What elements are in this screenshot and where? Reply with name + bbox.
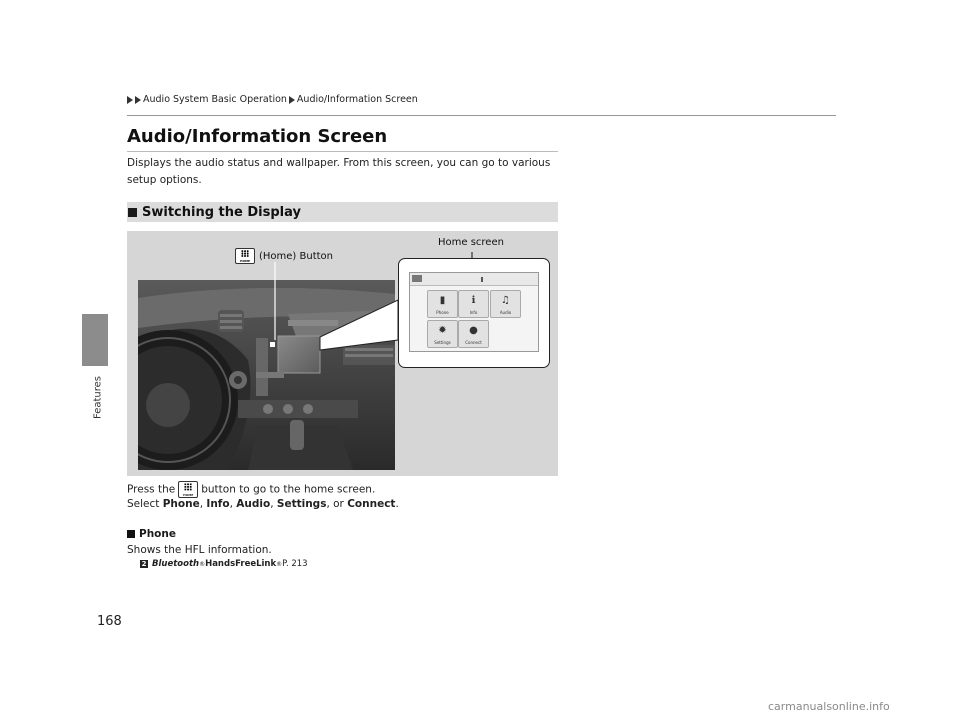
chapter-label: Features: [92, 376, 104, 420]
info-icon: ℹ: [471, 295, 476, 306]
cross-reference-link[interactable]: 2 Bluetooth ® HandsFreeLink ® P. 213: [141, 559, 308, 569]
home-button-callout: [235, 248, 333, 264]
chapter-tab: [82, 314, 108, 366]
breadcrumb-arrow-icon: [135, 96, 141, 104]
option-settings: Settings: [276, 498, 327, 510]
phone-description: Shows the HFL information.: [127, 544, 272, 556]
connect-icon: ●: [469, 325, 478, 336]
screen-status-bar: [410, 273, 538, 286]
reference-arrow-icon: 2: [141, 560, 147, 568]
music-note-icon: ♫: [501, 295, 510, 306]
home-screen-display: [409, 272, 539, 352]
home-screen-label: Home screen: [438, 237, 504, 248]
watermark: carmanualsonline.info: [768, 700, 890, 713]
gear-icon: ✹: [438, 325, 447, 336]
tile-connect[interactable]: ● Connect: [458, 320, 489, 348]
subheading-bullet-icon: [127, 530, 135, 538]
page-title: Audio/Information Screen: [127, 126, 388, 147]
tile-audio[interactable]: ♫ Audio: [490, 290, 521, 318]
intro-paragraph: Displays the audio status and wallpaper. From this screen, you can go to various setup options.: [127, 157, 551, 186]
home-mini-icon: [412, 275, 422, 282]
phone-subheading: Phone: [127, 528, 176, 540]
home-button-label: (Home) Button: [259, 250, 334, 262]
phone-icon: ▮: [439, 295, 446, 306]
title-rule: [127, 151, 558, 152]
select-instruction: Select Phone, Info, Audio, Settings, or Connect.: [127, 498, 399, 510]
section-heading: [127, 202, 558, 222]
dashboard-illustration: [138, 280, 395, 470]
breadcrumb: [127, 94, 418, 105]
option-connect: Connect: [347, 498, 396, 510]
section-title: Switching the Display: [142, 204, 301, 220]
section-bullet-icon: [128, 208, 137, 217]
breadcrumb-item[interactable]: Audio System Basic Operation: [143, 94, 287, 105]
breadcrumb-arrow-icon: [127, 96, 133, 104]
tile-settings[interactable]: ✹ Settings: [427, 320, 458, 348]
breadcrumb-item[interactable]: Audio/Information Screen: [296, 94, 418, 105]
tile-phone[interactable]: ▮ Phone: [427, 290, 458, 318]
status-indicator-icon: [481, 277, 483, 282]
breadcrumb-arrow-icon: [289, 96, 295, 104]
tile-info[interactable]: ℹ Info: [458, 290, 489, 318]
press-instruction: Press the HOME button to go to the home screen.: [127, 481, 375, 498]
option-info: Info: [206, 498, 230, 510]
option-phone: Phone: [162, 498, 200, 510]
home-icon: HOME: [178, 481, 198, 498]
home-icon: HOME: [235, 248, 255, 264]
header-rule: [127, 115, 836, 116]
option-audio: Audio: [236, 498, 271, 510]
page-number: 168: [97, 614, 122, 629]
